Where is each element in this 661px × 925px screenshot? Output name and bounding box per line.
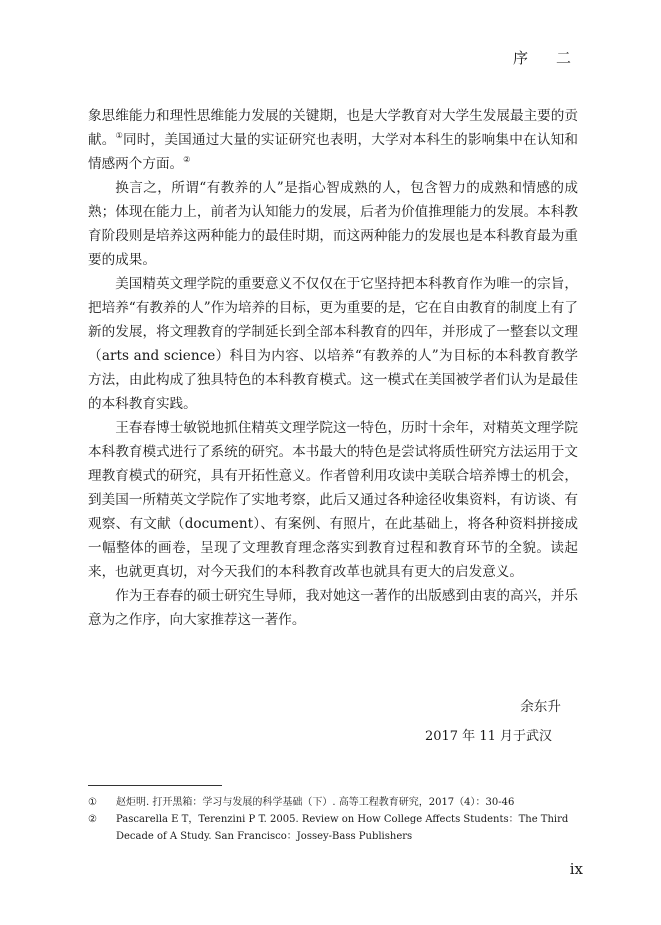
footnote-1-text: 赵炬明. 打开黑箱：学习与发展的科学基础（下）. 高等工程教育研究，2017（4）：30-46 [116, 797, 515, 808]
footnote-ref-1[interactable]: ① [115, 131, 123, 140]
footnote-2-mark: ② [88, 814, 97, 825]
author-signature: 余东升 [520, 699, 561, 715]
paragraph-4: 王春春博士敏锐地抓住精英文理学院这一特色，历时十余年，对精英文理学院本科教育模式进行了系统的研究。本书最大的特色是尝试将质性研究方法运用于文理教育模式的研究，具有开拓性意义。作者曾利用攻读中美联合培养博士的机会，到美国一所精英文学院作了实地考察，此后又通过各种途径收集资料，有访谈、有观察、有文献（document）、有案例、有照片，在此基础上，将各种资料拼接成一幅整体的画卷，呈现了文理教育理念落实到教育过程和教育环节的全貌。读起来，也就更真切，对今天我们的本科教育改革也就具有更大的启发意义。 [88, 420, 578, 580]
paragraph-1-text-a: 象思维能力和理性思维能力发展的关键期，也是大学教育对大学生发展最主要的贡献。 [88, 108, 578, 148]
running-header [513, 47, 571, 68]
signature-date-place: 2017 年 11 月于武汉 [424, 729, 552, 744]
paragraph-1 [88, 104, 578, 176]
footnote-2 [88, 811, 588, 845]
header-char-er: 二 [555, 49, 571, 67]
paragraph-3: 美国精英文理学院的重要意义不仅仅在于它坚持把本科教育作为唯一的宗旨，把培养“有教养的人”作为培养的目标，更为重要的是，它在自由教育的制度上有了新的发展，将文理教育的学制延长到全部本科教育的四年，并形成了一整套以文理（arts and science）科目为内容、以培养“有教养的人”为目标的本科教育教学方法，由此构成了独具特色的本科教育模式。这一模式在美国被学者们认为是最佳的本科教育实践。 [88, 276, 578, 412]
page-number: ix [569, 860, 583, 878]
footnote-ref-2[interactable]: ② [183, 155, 191, 164]
paragraph-5: 作为王春春的硕士研究生导师，我对她这一著作的出版感到由衷的高兴，并乐意为之作序，向大家推荐这一著作。 [88, 588, 578, 628]
footnote-1-mark: ① [88, 797, 97, 808]
paragraph-2: 换言之，所谓“有教养的人”是指心智成熟的人，包含智力的成熟和情感的成熟；体现在能力上，前者为认知能力的发展，后者为价值推理能力的发展。本科教育阶段则是培养这两种能力的最佳时期，而这两种能力的发展也是本科教育最为重要的成果。 [88, 180, 578, 268]
footnote-2-text: Pascarella E T，Terenzini P T. 2005. Review on How College Affects Students：The Third Decade of A Study. San Francisco：Jossey-Bass Publishers [116, 814, 569, 842]
paragraph-1-text-b: 同时，美国通过大量的实证研究也表明，大学对本科生的影响集中在认知和情感两个方面。 [88, 132, 579, 172]
header-char-xu: 序 [512, 49, 528, 67]
footnote-divider [88, 785, 222, 786]
footnotes [88, 794, 588, 845]
footnote-1 [88, 794, 588, 811]
body-text [88, 104, 578, 632]
